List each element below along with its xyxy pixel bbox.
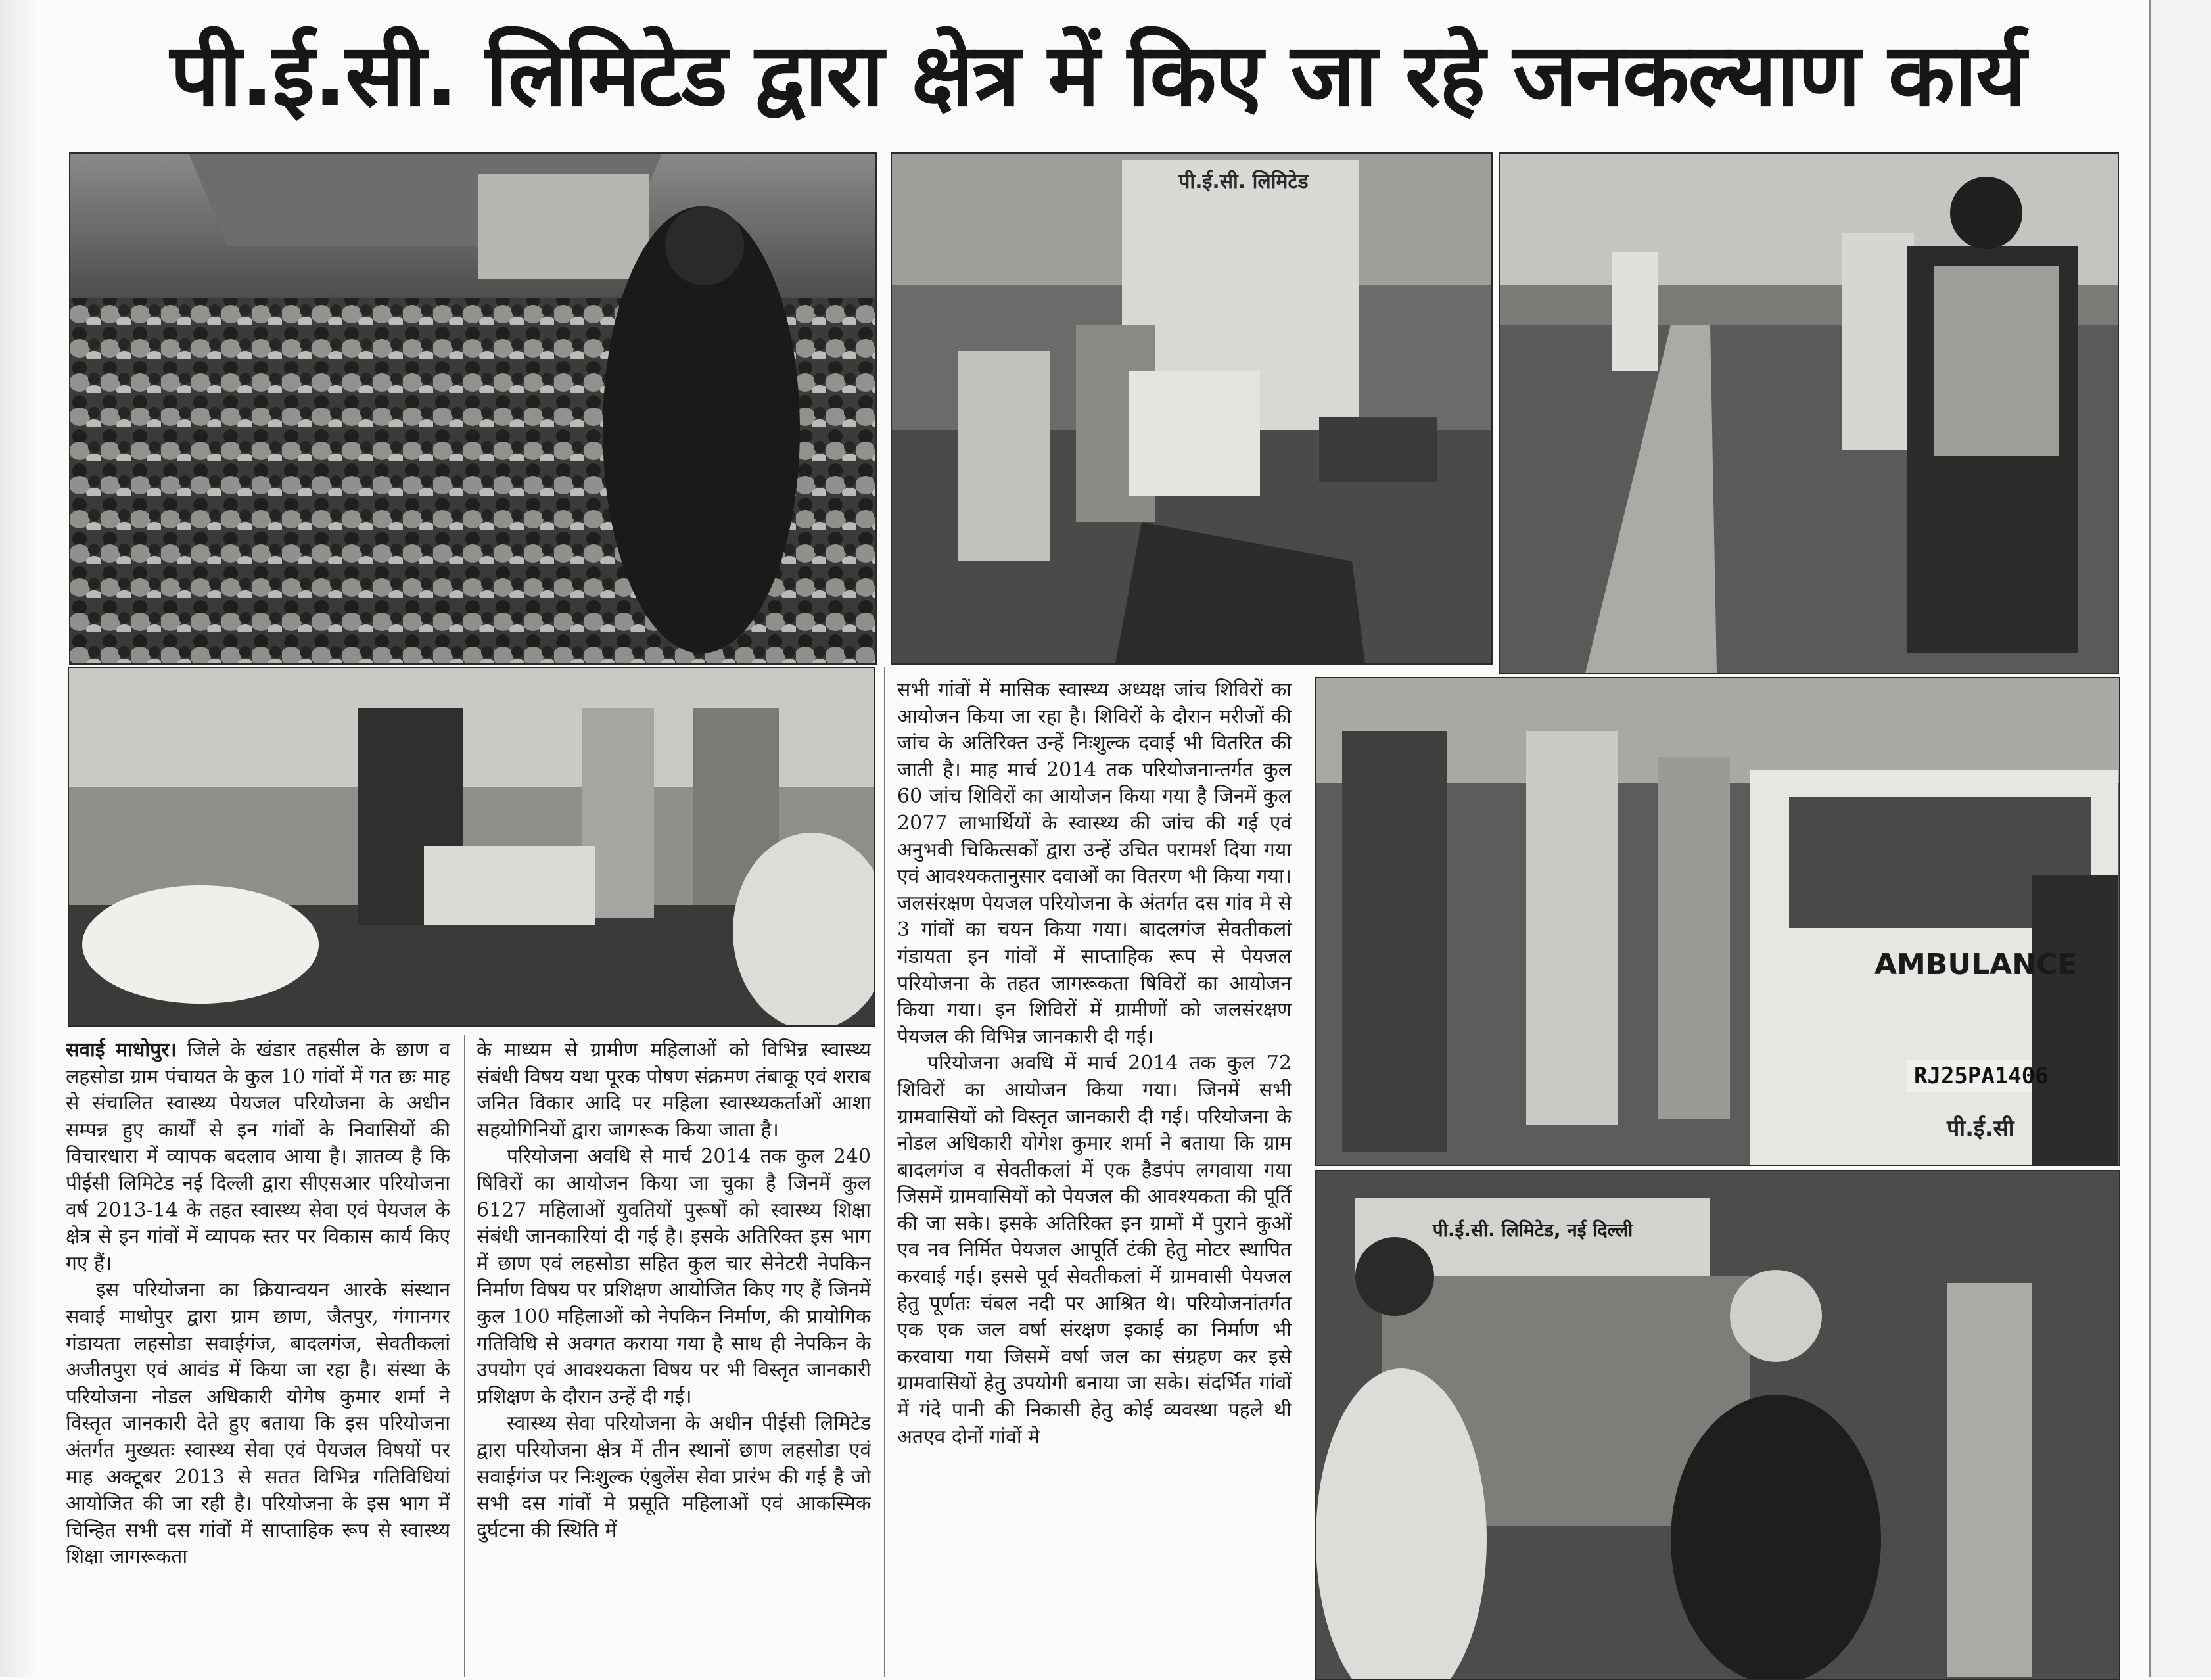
article-paragraph: परियोजना अवधि से मार्च 2014 तक कुल 240 षिविरों का आयोजन किया जा चुका है जिनमें कुल 6127 महिलाओं युवतियों पुरूषों को स्वास्थ्य शिक्षा संबंधी जानकारियां दी गई है। इसके अतिरिक्त इस भाग में छाण एवं लहसोडा सहित कुल चार सेनेटरी नेपकिन निर्माण विषय पर प्रशिक्षण आयोजित किए गए हैं जिनमें कुल 100 महिलाओं को नेपकिन निर्माण, की प्रायोगिक गतिविधि से अवगत कराया गया है साथ ही नेपकिन के उपयोग एवं आवश्यकता विषय पर भी विस्तृत जानकारी प्रशिक्षण के दौरान उन्हें दी गई। bbox=[477, 1145, 871, 1409]
dateline: सवाई माधोपुर। bbox=[66, 1038, 177, 1062]
adjacent-page-strip bbox=[2149, 0, 2211, 1677]
article-column-3 bbox=[897, 677, 1292, 1677]
photo-street-play bbox=[1315, 1170, 2120, 1680]
ambulance-side-text: पी.ई.सी bbox=[1947, 1115, 2014, 1142]
article-paragraph: इस परियोजना का क्रियान्वयन आरके संस्थान सवाई माधोपुर द्वारा ग्राम छाण, जैतपुर, गंगानगर गंडायता लहसोडा सवाईगंज, बादलगंज, सेवतीकलां अजीतपुरा एवं आवंड में किया जा रहा है। संस्था के परियोजना नोडल अधिकारी योगेष कुमार शर्मा ने विस्तृत जानकारी देते हुए बताया कि इस परियोजना अंतर्गत मुख्यतः स्वास्थ्य सेवा एवं पेयजल विषयों पर माह अक्टूबर 2013 से सतत विभिन्न गतिविधियां आयोजित की जा रही है। परियोजना के इस भाग में चिन्हित सभी दस गांवों में साप्ताहिक रूप से स्वास्थ्य शिक्षा जागरूकता bbox=[66, 1278, 450, 1569]
headline: पी.ई.सी. लिमिटेड द्वारा क्षेत्र में किए जा रहे जनकल्याण कार्य bbox=[170, 25, 2026, 126]
page-edge bbox=[0, 0, 39, 1677]
ambulance-plate: RJ25PA1406 bbox=[1914, 1063, 2049, 1089]
photo-handpump-installation bbox=[891, 152, 1493, 665]
article-paragraph: स्वास्थ्य सेवा परियोजना के अधीन पीईसी लिमिटेड द्वारा परियोजना क्षेत्र में तीन स्थानों छाण लहसोडा एवं सवाईगंज पर निःशुल्क एंबुलेंस सेवा प्रारंभ की गई है जो सभी दस गांवों मे प्रसूति महिलाओं एवं आकस्मिक दुर्घटना की स्थिति में bbox=[477, 1412, 871, 1542]
handpump-sign-text: पी.ई.सी. लिमिटेड bbox=[1178, 170, 1309, 193]
photo-field-visit bbox=[1499, 152, 2119, 674]
article-paragraph: जिले के खंडार तहसील के छाण व लहसोडा ग्राम पंचायत के कुल 10 गांवों में गत छः माह से संचालित स्वास्थ्य पेयजल परियोजना के अधीन सम्पन्न हुए कार्यों से इन गांवों के निवासियों की विचारधारा में व्यापक बदलाव आया है। ज्ञातव्य है कि पीईसी लिमिटेड नई दिल्ली द्वारा सीएसआर परियोजना वर्ष 2013-14 के तहत स्वास्थ्य सेवा एवं पेयजल के क्षेत्र से इन गांवों में व्यापक स्तर पर विकास कार्य किए गए हैं। bbox=[66, 1038, 450, 1275]
photo-crowd-gathering bbox=[69, 152, 877, 665]
article-paragraph: सभी गांवों में मासिक स्वास्थ्य अध्यक्ष जांच शिविरों का आयोजन किया जा रहा है। शिविरों के दौरान मरीजों की जांच के अतिरिक्त उन्हें निःशुल्क दवाई भी वितरित की जाती है। माह मार्च 2014 तक परियोजनान्तर्गत कुल 60 जांच शिविरों का आयोजन किया गया है जिनमें कुल 2077 लाभार्थियों के स्वास्थ्य की जांच की गई एवं अनुभवी चिकित्सकों द्वारा उन्हें उचित परामर्श दिया गया एवं आवश्यकतानुसार दवाओं का वितरण भी किया गया। जलसंरक्षण पेयजल परियोजना के अंतर्गत दस गांव मे से 3 गांवों का चयन किया गया। बादलगंज सेवतीकलां गंडायता इन गांवों में साप्ताहिक रूप से पेयजल परियोजना के तहत जागरूकता षिविरों का आयोजन किया गया। इन शिविरों में ग्रामीणों को जलसंरक्षण पेयजल की विभिन्न जानकारी दी गई। bbox=[897, 678, 1292, 1048]
article-paragraph: परियोजना अवधि में मार्च 2014 तक कुल 72 शिविरों का आयोजन किया गया। जिनमें सभी ग्रामवासियों को विस्तृत जानकारी दी गई। परियोजना के नोडल अधिकारी योगेश कुमार शर्मा ने बताया कि ग्राम बादलगंज व सेवतीकलां में एक हैडपंप लगवाया गया जिसमें ग्रामवासियों को पेयजल की आवश्यकता की पूर्ति की जा सके। इसके अतिरिक्त इन ग्रामों में पुराने कुओं एव नव निर्मित पेयजल आपूर्ति टंकी हेतु मोटर स्थापित करवाई गई। इससे पूर्व सेवतीकलां में ग्रामवासी पेयजल हेतु पूर्णतः चंबल नदी पर आश्रित थे। परियोजनांतर्गत एक एक जल वर्षा संरक्षण इकाई का निर्माण भी करवाया गया जिसमें वर्षा जल का संग्रहण कर इसे ग्रामवासियों हेतु उपयोगी बनाया जा सके। संदर्भित गांवों में गंदे पानी की निकासी हेतु कोई व्यवस्था पहले थी अतएव दोनों गांवों मे bbox=[897, 1052, 1292, 1449]
photo-health-camp bbox=[68, 667, 875, 1027]
article-column-1 bbox=[66, 1037, 450, 1677]
photo-ambulance bbox=[1315, 677, 2120, 1166]
article-paragraph: के माध्यम से ग्रामीण महिलाओं को विभिन्न स्वास्थ्य संबंधी विषय यथा पूरक पोषण संक्रमण तंबाकू एवं शराब जनित विकार आदि पर महिला स्वास्थ्यकर्ताओं आशा सहयोगिनियों द्वारा जागरूक किया जाता है। bbox=[477, 1038, 871, 1142]
column-rule bbox=[884, 667, 885, 1677]
article-column-2 bbox=[477, 1037, 871, 1677]
ambulance-label: AMBULANCE bbox=[1874, 948, 2078, 981]
column-rule bbox=[464, 1035, 465, 1677]
performance-banner-text: पी.ई.सी. लिमिटेड, नई दिल्ली bbox=[1432, 1219, 1633, 1241]
